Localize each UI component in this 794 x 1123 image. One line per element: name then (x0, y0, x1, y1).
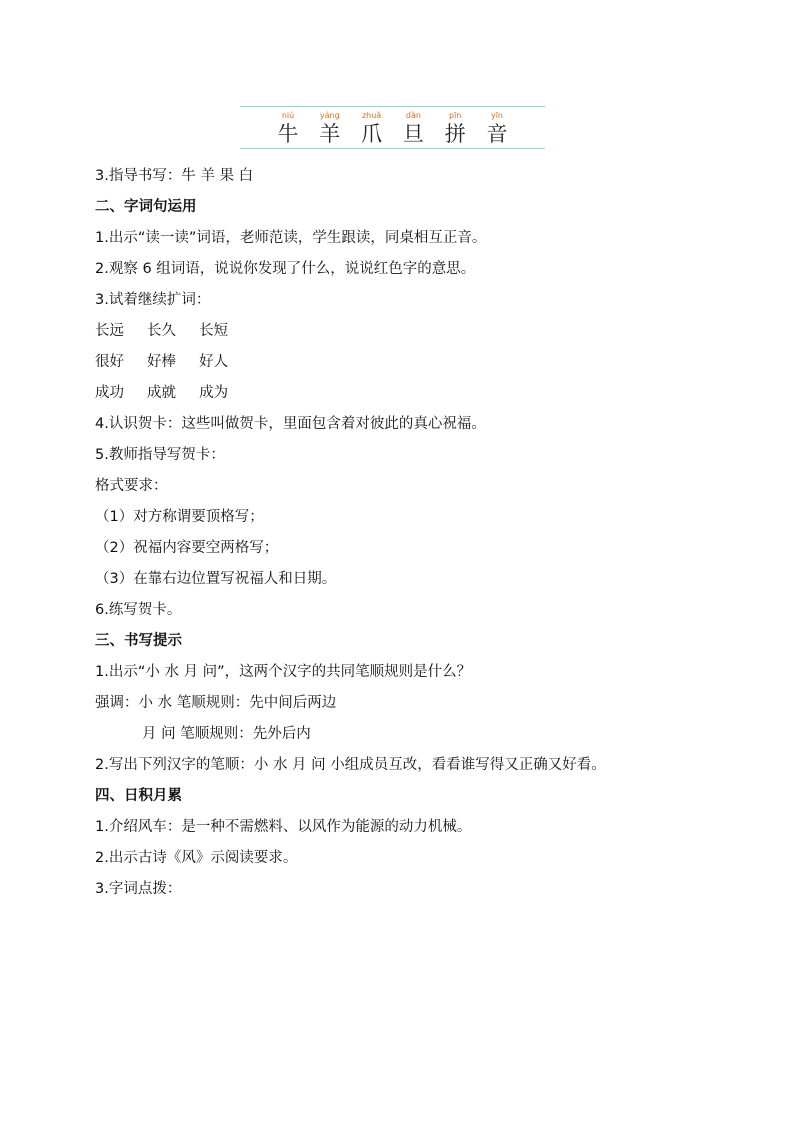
paragraph: 1.出示“读一读”词语，老师范读，学生跟读，同桌相互正音。 (95, 230, 487, 246)
hanzi: 牛 (277, 122, 299, 146)
paragraph: 1.出示“小 水 月 问”，这两个汉字的共同笔顺规则是什么？ (95, 664, 472, 680)
paragraph: 3.字词点拨： (95, 881, 182, 897)
title-char-dan (395, 111, 431, 147)
format-rule: （1）对方称谓要顶格写； (95, 509, 264, 525)
title-char-yang (312, 111, 348, 147)
word-expansion-row: 成功 成就 成为 (95, 385, 229, 401)
section-heading-writing-tips: 三、书写提示 (95, 633, 182, 649)
title-char-niu (270, 111, 306, 147)
pinyin: yīn (490, 111, 503, 120)
paragraph: 2.出示古诗《风》示阅读要求。 (95, 850, 298, 866)
step-writing-guide: 3.指导书写：牛 羊 果 白 (95, 168, 254, 184)
pinyin: pīn (449, 111, 462, 120)
title-characters (270, 111, 515, 147)
title-char-zhua (354, 111, 390, 147)
paragraph: 2.写出下列汉字的笔顺：小 水 月 问 小组成员互改，看看谁写得又正确又好看。 (95, 757, 606, 773)
stroke-rule: 强调：小 水 笔顺规则：先中间后两边 (95, 695, 337, 711)
pinyin: zhuǎ (361, 111, 382, 120)
stroke-rule: 月 问 笔顺规则：先外后内 (142, 726, 311, 742)
section-heading-daily-accumulation: 四、日积月累 (95, 788, 182, 804)
header-bottom-rule (240, 148, 545, 149)
paragraph: 6.练写贺卡。 (95, 602, 182, 618)
section-heading-word-usage: 二、字词句运用 (95, 199, 197, 215)
paragraph: 5.教师指导写贺卡： (95, 447, 225, 463)
paragraph: 3.试着继续扩词： (95, 292, 211, 308)
hanzi: 爪 (361, 122, 383, 146)
pinyin: dàn (405, 111, 421, 120)
hanzi: 拼 (444, 122, 466, 146)
lesson-title-header (240, 106, 545, 150)
format-rule: （2）祝福内容要空两格写； (95, 540, 279, 556)
header-top-rule (240, 106, 545, 107)
paragraph: 1.介绍风车：是一种不需燃料、以风作为能源的动力机械。 (95, 819, 472, 835)
format-rule: （3）在靠右边位置写祝福人和日期。 (95, 571, 337, 587)
pinyin: niú (281, 111, 295, 120)
word-expansion-row: 很好 好棒 好人 (95, 354, 229, 370)
title-char-yin (479, 111, 515, 147)
paragraph: 4.认识贺卡：这些叫做贺卡，里面包含着对彼此的真心祝福。 (95, 416, 486, 432)
title-char-pin (437, 111, 473, 147)
lesson-plan-body (95, 161, 715, 905)
pinyin: yáng (319, 111, 340, 120)
hanzi: 羊 (319, 122, 341, 146)
hanzi: 旦 (402, 122, 424, 146)
word-expansion-row: 长远 长久 长短 (95, 323, 229, 339)
hanzi: 音 (486, 122, 508, 146)
paragraph: 2.观察 6 组词语，说说你发现了什么，说说红色字的意思。 (95, 261, 476, 277)
paragraph: 格式要求： (95, 478, 168, 494)
